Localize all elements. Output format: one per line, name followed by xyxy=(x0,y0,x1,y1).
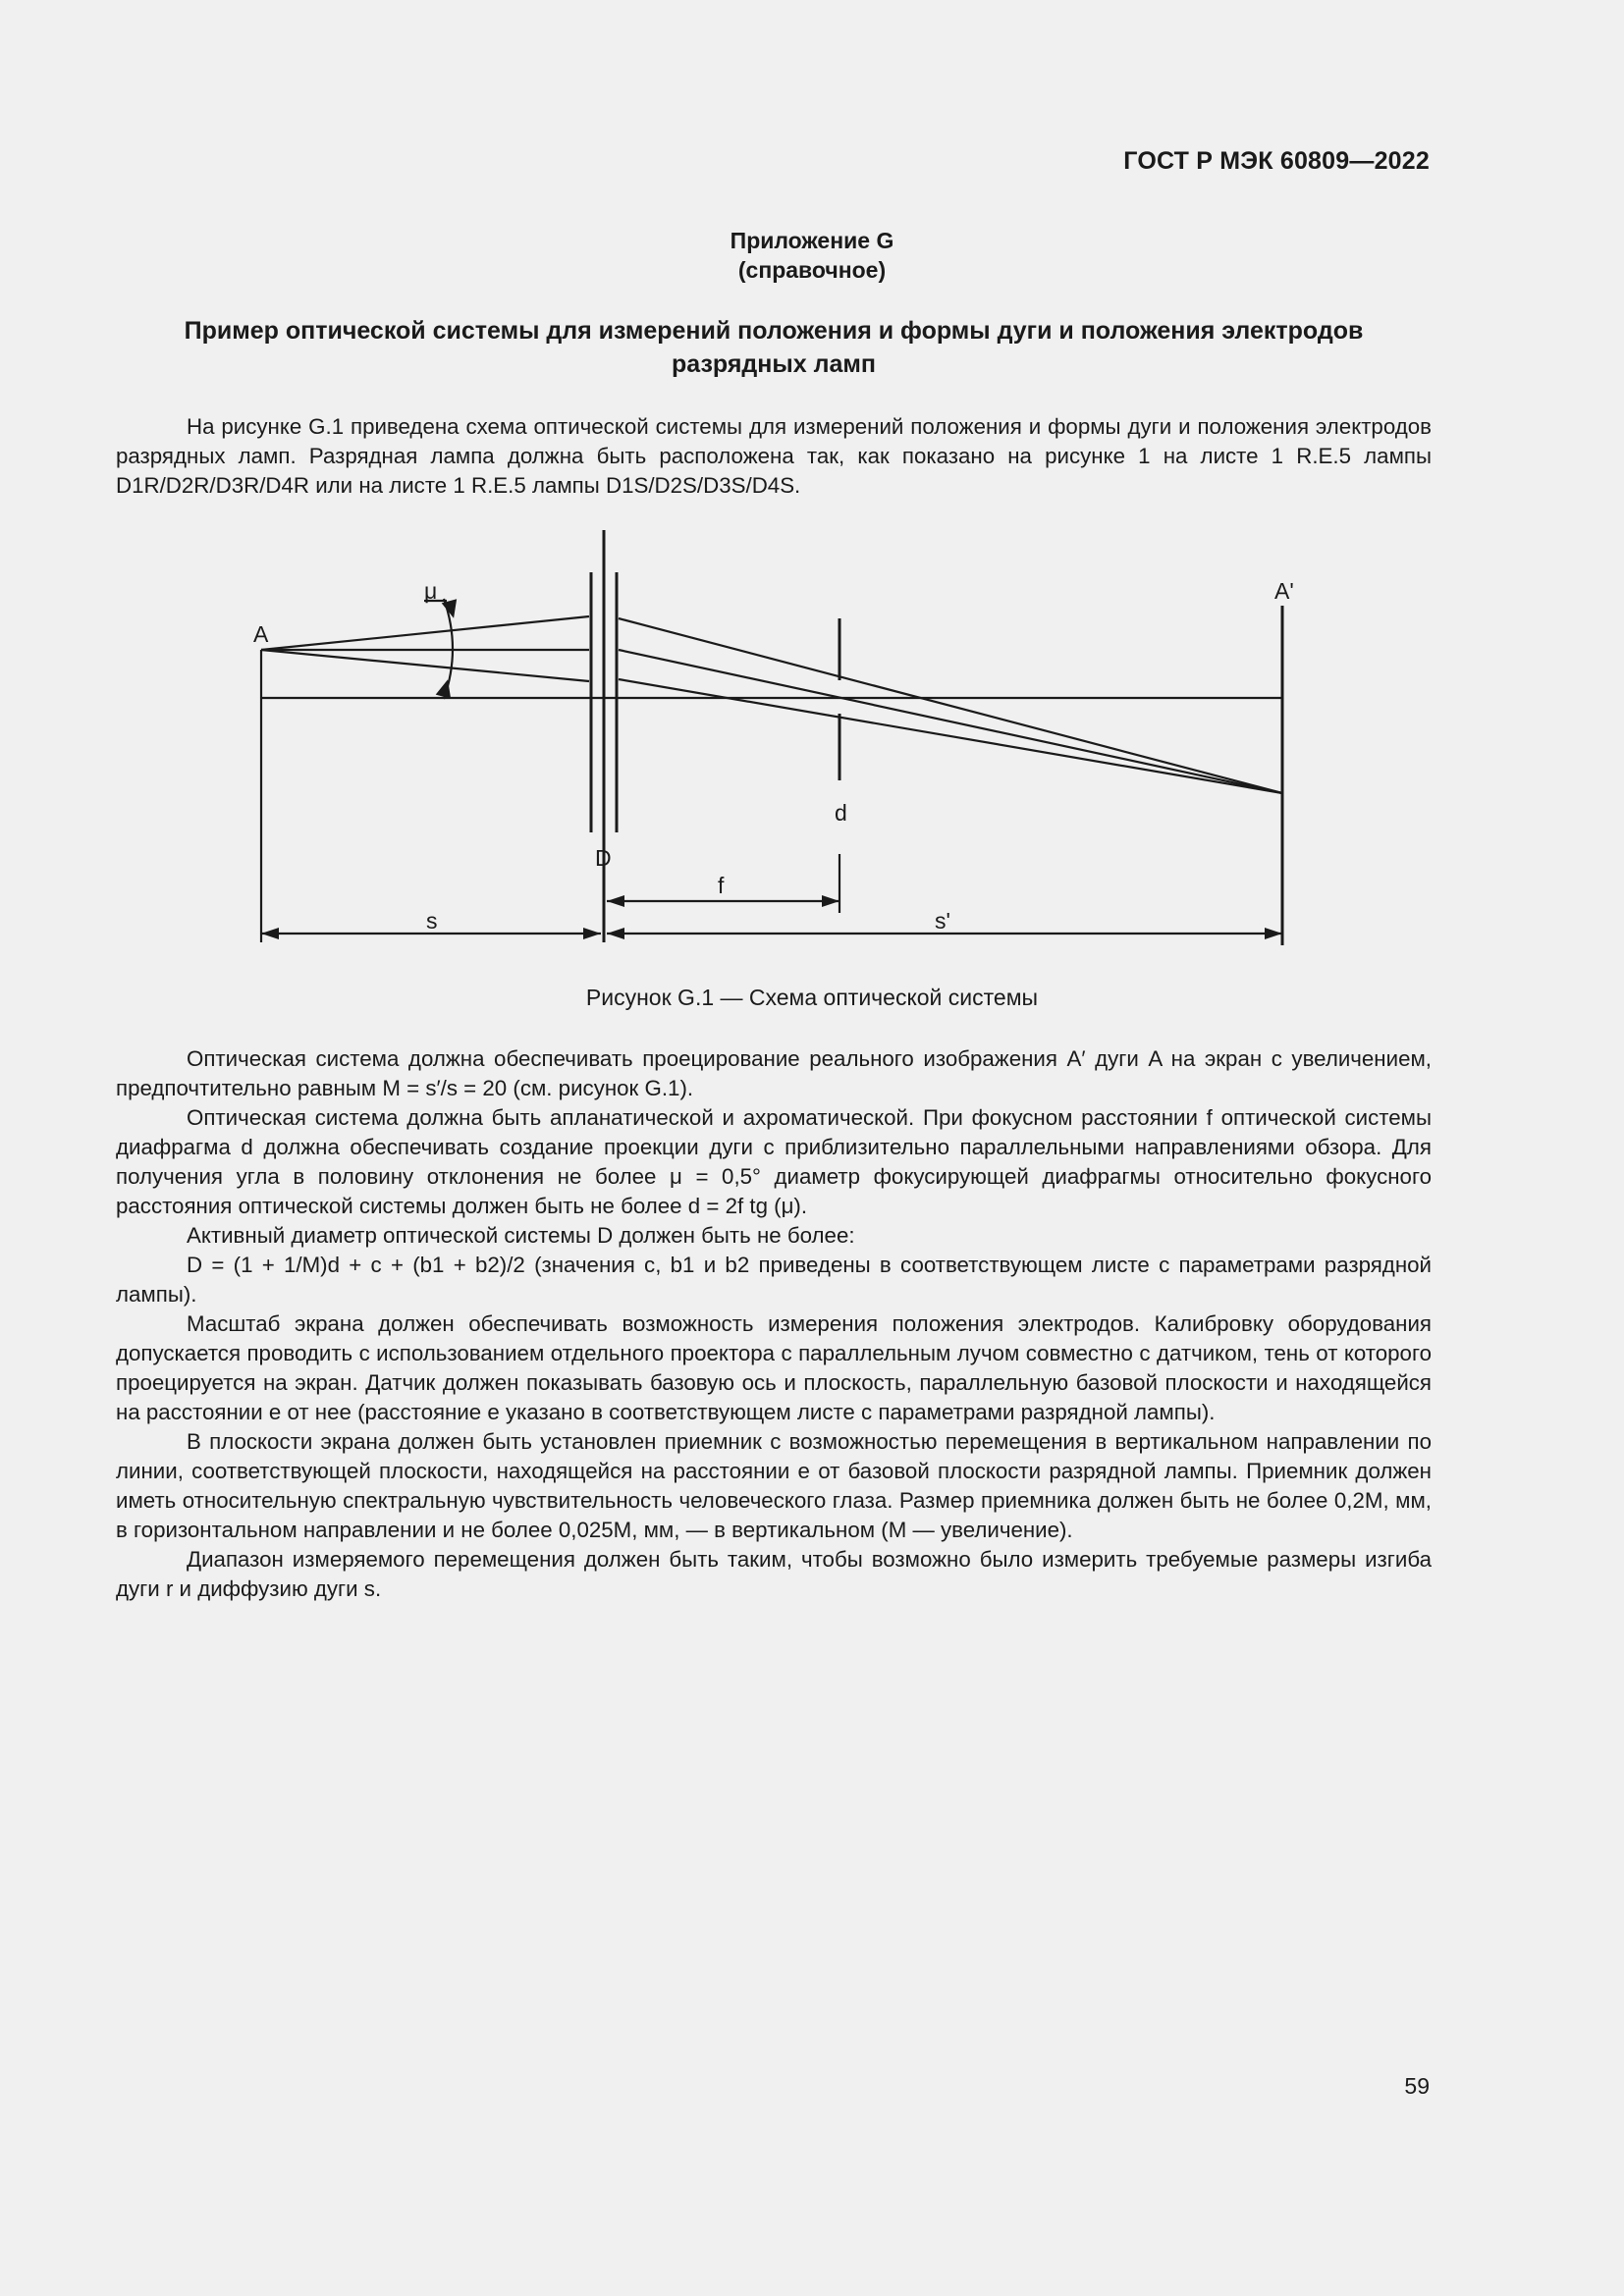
figure-caption: Рисунок G.1 — Схема оптической системы xyxy=(585,985,1039,1010)
label-A: A xyxy=(253,621,269,647)
page-number: 59 xyxy=(1404,2073,1430,2099)
label-mu: μ xyxy=(424,578,438,604)
paragraph: Оптическая система должна быть апланатической и ахроматической. При фокусном расстоянии f оптической системы диафрагма d должна обеспечивать создание проекции дуги с приблизительно параллельными направлениями обзора. Для получения угла в половину отклонения не более μ = 0,5° диаметр фокусирующей диафрагмы относительно фокусного расстояния оптической системы должен быть не более d = 2f tg (μ). xyxy=(116,1105,1432,1218)
formula-paragraph: D = (1 + 1/M)d + c + (b1 + b2)/2 (значения c, b1 и b2 приведены в соответствующем листе с параметрами разрядной лампы). xyxy=(116,1253,1432,1307)
paragraph: В плоскости экрана должен быть установлен приемник с возможностью перемещения в вертикальном направлении по линии, соответствующей плоскости, находящейся на расстоянии e от базовой плоскости разрядной лампы. Приемник должен иметь относительную спектральную чувствительность человеческого глаза. Размер приемника должен быть не более 0,2M, мм, в горизонтальном направлении и не более 0,025M, мм, — в вертикальном (M — увеличение). xyxy=(116,1429,1432,1542)
paragraph: Диапазон измеряемого перемещения должен быть таким, чтобы возможно было измерить требуемые размеры изгиба дуги r и диффузию дуги s. xyxy=(116,1547,1432,1601)
ray-lower-out xyxy=(619,679,1282,793)
s-arrow-left xyxy=(261,928,279,939)
label-f: f xyxy=(718,873,725,898)
s-arrow-right xyxy=(583,928,601,939)
paragraph: Масштаб экрана должен обеспечивать возможность измерения положения электродов. Калибровку оборудования допускается проводить с использованием отдельного проектора с параллельным лучом совместно с датчиком, тень от которого проецируется на экран. Датчик должен показывать базовую ось и плоскость, параллельную базовой плоскости и находящейся на расстоянии e от нее (расстояние e указано в соответствующем листе с параметрами разрядной лампы). xyxy=(116,1311,1432,1424)
standard-code: ГОСТ Р МЭК 60809—2022 xyxy=(1123,147,1430,175)
f-arrow-right xyxy=(822,895,839,907)
ray-lower-in xyxy=(261,650,589,681)
intro-text xyxy=(116,412,1432,501)
section-title: Пример оптической системы для измерений положения и формы дуги и положения электродов разрядных ламп xyxy=(184,317,1364,378)
annex-type: (справочное) xyxy=(737,257,887,283)
label-A-prime: A' xyxy=(1274,578,1294,604)
ray-upper-in xyxy=(261,616,589,650)
annex-heading xyxy=(0,226,1624,285)
paragraph: Оптическая система должна обеспечивать проецирование реального изображения A′ дуги A на экран с увеличением, предпочтительно равным M = s′/s = 20 (см. рисунок G.1). xyxy=(116,1046,1432,1100)
s-prime-arrow-right xyxy=(1265,928,1282,939)
mu-angle-arc xyxy=(444,599,453,699)
ray-upper-out xyxy=(619,618,1282,793)
annex-title: Приложение G xyxy=(730,228,894,253)
label-d: d xyxy=(835,800,847,826)
mu-arrowhead-top xyxy=(442,599,461,620)
label-D: D xyxy=(595,845,612,871)
ray-middle-out xyxy=(619,650,1282,793)
intro-paragraph: На рисунке G.1 приведена схема оптической системы для измерений положения и формы дуги и положения электродов разрядных ламп. Разрядная лампа должна быть расположена так, как показано на рисунке 1 на листе 1 R.E.5 лампы D1R/D2R/D3R/D4R или на листе 1 R.E.5 лампы D1S/D2S/D3S/D4S. xyxy=(116,414,1432,498)
label-s: s xyxy=(426,908,438,934)
body-text xyxy=(116,1044,1432,1604)
f-arrow-left xyxy=(607,895,624,907)
label-s-prime: s' xyxy=(935,908,950,934)
s-prime-arrow-left xyxy=(607,928,624,939)
paragraph: Активный диаметр оптической системы D должен быть не более: xyxy=(187,1223,855,1248)
mu-arrowhead-bottom xyxy=(436,677,456,699)
